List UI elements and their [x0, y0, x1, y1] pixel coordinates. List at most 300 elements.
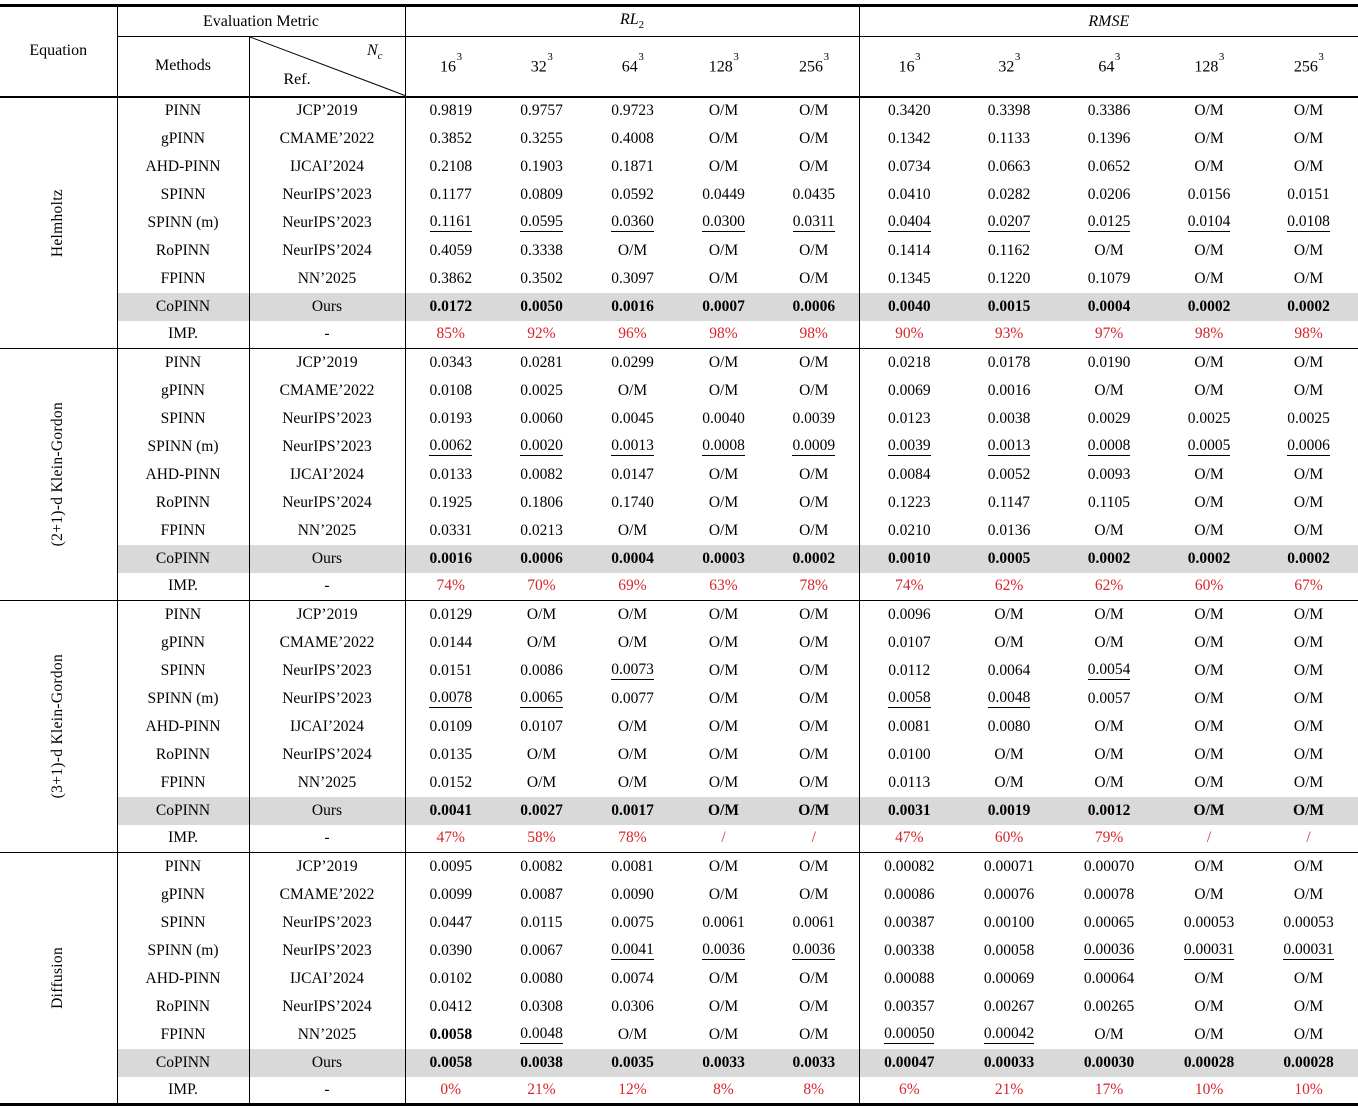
value-cell: 0.0065	[520, 689, 563, 707]
value-cell: 78%	[769, 573, 859, 601]
value-cell: 0.1161	[429, 213, 472, 231]
value-cell: 0.0193	[429, 409, 473, 427]
equation-cell	[0, 97, 117, 349]
value-cell: 0.0281	[520, 353, 563, 371]
ref-cell: -	[249, 321, 405, 349]
value-cell: 0.0218	[887, 353, 931, 371]
value-cell: 0.0412	[429, 997, 473, 1015]
table-row	[0, 433, 1358, 461]
value-cell: 0.0009	[769, 433, 859, 461]
value-cell: 0.0048	[987, 689, 1031, 707]
value-cell: 0.0025	[1287, 409, 1330, 427]
value-cell: 0.0080	[987, 717, 1031, 735]
ref-cell: JCP’2019	[249, 853, 405, 881]
method-cell: PINN	[117, 601, 249, 629]
value-cell: 0.0007	[678, 293, 769, 321]
value-cell: 60%	[994, 829, 1024, 847]
value-cell: 0.00050	[884, 1025, 935, 1043]
col-header-rmse-256: $256^3$	[1293, 51, 1324, 76]
table-row	[0, 937, 1358, 965]
value-cell: 98%	[1194, 325, 1224, 343]
value-cell: 0.0054	[1087, 661, 1131, 679]
ref-cell: Ours	[249, 545, 405, 573]
table-row	[0, 265, 1358, 293]
value-cell: 0.0447	[429, 913, 473, 931]
value-cell: 0.00086	[884, 885, 935, 903]
value-cell: 0.3386	[1087, 102, 1131, 119]
value-cell: O/M	[1194, 661, 1224, 679]
table-row	[0, 965, 1358, 993]
method-cell: FPINN	[117, 517, 249, 545]
ref-cell: NeurIPS’2023	[249, 937, 405, 965]
method-cell: SPINN	[117, 657, 249, 685]
value-cell: O/M	[1194, 773, 1224, 791]
value-cell: 0.0077	[611, 689, 654, 707]
value-cell: 0.00265	[1083, 997, 1135, 1015]
value-cell: 97%	[1094, 325, 1124, 343]
value-cell: O/M	[1293, 157, 1324, 175]
value-cell: 0.0109	[429, 717, 473, 735]
value-cell: 0.0002	[769, 545, 859, 573]
ref-cell: JCP’2019	[249, 601, 405, 629]
value-cell: 0.0035	[587, 1049, 678, 1077]
value-cell: 0.0113	[888, 773, 931, 791]
value-cell: O/M	[708, 129, 739, 147]
ref-cell: NN’2025	[249, 265, 405, 293]
value-cell: O/M	[1293, 493, 1324, 511]
value-cell: 0.0031	[859, 797, 959, 825]
value-cell: O/M	[1194, 689, 1224, 707]
value-cell: 0.0002	[1159, 545, 1259, 573]
value-cell: 0.1162	[988, 241, 1031, 259]
value-cell: 0.0058	[887, 689, 931, 707]
value-cell: 0.1220	[987, 269, 1031, 287]
value-cell: 0.1740	[611, 493, 654, 511]
value-cell: O/M	[769, 97, 859, 125]
value-cell: 0.1396	[1087, 129, 1131, 147]
value-cell: 0.0008	[1087, 437, 1131, 455]
method-cell: IMP.	[117, 321, 249, 349]
value-cell: O/M	[1194, 633, 1224, 651]
value-cell: 0.0300	[702, 213, 745, 231]
ref-cell: CMAME’2022	[249, 629, 405, 657]
value-cell: 0.0016	[587, 293, 678, 321]
value-cell: 0.0033	[678, 1049, 769, 1077]
value-cell: 0.1903	[520, 157, 563, 175]
value-cell: 0.0343	[429, 353, 473, 371]
value-cell: 0.0125	[1087, 213, 1131, 231]
value-cell: O/M	[769, 517, 859, 545]
value-cell: O/M	[769, 769, 859, 797]
value-cell: 0.00078	[1083, 885, 1135, 903]
value-cell: 0.0003	[678, 545, 769, 573]
value-cell: 0.1133	[988, 129, 1031, 147]
ref-cell: NeurIPS’2024	[249, 993, 405, 1021]
value-cell: 0.0104	[1187, 213, 1231, 231]
method-cell: CoPINN	[117, 545, 249, 573]
value-cell: 0.00267	[983, 997, 1035, 1015]
value-cell: 62%	[994, 577, 1024, 595]
equation-label: Diffusion	[49, 947, 67, 1009]
section-klein-gordon-3plus1d	[0, 601, 1358, 853]
value-cell: 0.0040	[859, 293, 959, 321]
value-cell: 0.0027	[496, 797, 587, 825]
value-cell: 0.0410	[887, 185, 931, 203]
table-header	[0, 6, 1358, 97]
value-cell: O/M	[1194, 857, 1224, 875]
ref-cell: IJCAI’2024	[249, 153, 405, 181]
table-row	[0, 825, 1358, 853]
equation-column-header: Equation	[0, 6, 117, 97]
ref-cell: NN’2025	[249, 1021, 405, 1049]
table-row	[0, 209, 1358, 237]
table-row	[0, 153, 1358, 181]
col-header-rl2-16: $16^3$	[440, 51, 462, 76]
table-row	[0, 713, 1358, 741]
col-header-rl2-32: $32^3$	[530, 51, 553, 76]
method-cell: PINN	[117, 97, 249, 125]
value-cell: O/M	[708, 633, 739, 651]
table-row	[0, 797, 1358, 825]
method-cell: AHD-PINN	[117, 461, 249, 489]
value-cell: 0.0004	[1059, 293, 1159, 321]
value-cell: O/M	[769, 685, 859, 713]
value-cell: 0.0080	[520, 969, 563, 987]
value-cell: 0.0006	[769, 293, 859, 321]
method-cell: SPINN (m)	[117, 937, 249, 965]
value-cell: 0.00042	[983, 1025, 1035, 1043]
table-row	[0, 601, 1358, 629]
value-cell: 70%	[527, 577, 556, 595]
table-row	[0, 741, 1358, 769]
value-cell: 0.0008	[702, 437, 745, 455]
value-cell: 0.1925	[429, 493, 473, 511]
value-cell: 0.0061	[769, 909, 859, 937]
value-cell: 0.0095	[429, 857, 473, 875]
table-row	[0, 629, 1358, 657]
value-cell: 0.0129	[429, 605, 473, 623]
value-cell: 96%	[618, 325, 647, 343]
value-cell: 0.0005	[1187, 437, 1231, 455]
ref-cell: -	[249, 825, 405, 853]
value-cell: 0.0147	[611, 465, 654, 483]
value-cell: 0.0082	[520, 465, 563, 483]
value-cell: 0.0029	[1087, 409, 1131, 427]
value-cell: 0.0086	[520, 661, 563, 679]
value-cell: 0.0038	[496, 1049, 587, 1077]
value-cell: 0.0133	[429, 465, 473, 483]
value-cell: O/M	[1194, 997, 1224, 1015]
value-cell: 0.00076	[983, 885, 1035, 903]
value-cell: O/M	[1259, 797, 1358, 825]
value-cell: 0.00065	[1083, 913, 1135, 931]
value-cell: O/M	[678, 797, 769, 825]
value-cell: O/M	[1293, 857, 1324, 875]
method-cell: SPINN	[117, 405, 249, 433]
value-cell: O/M	[708, 661, 739, 679]
table-row	[0, 545, 1358, 573]
value-cell: 0.4008	[611, 129, 654, 147]
value-cell: 0.0062	[429, 437, 473, 455]
ref-cell: NeurIPS’2023	[249, 181, 405, 209]
value-cell: 0.00028	[1259, 1049, 1358, 1077]
value-cell: 0.0045	[611, 409, 654, 427]
value-cell: 0.0019	[959, 797, 1059, 825]
value-cell: O/M	[708, 605, 739, 623]
value-cell: 0.0017	[587, 797, 678, 825]
value-cell: 0.0040	[702, 409, 745, 427]
ref-cell: IJCAI’2024	[249, 461, 405, 489]
value-cell: O/M	[769, 377, 859, 405]
method-cell: SPINN (m)	[117, 209, 249, 237]
value-cell: 0.0112	[888, 661, 931, 679]
value-cell: O/M	[708, 381, 739, 399]
value-cell: O/M	[1293, 605, 1324, 623]
value-cell: 0.0005	[959, 545, 1059, 573]
equation-label: (2+1)-d Klein-Gordon	[49, 402, 67, 547]
value-cell: 0.0207	[987, 213, 1031, 231]
table-row	[0, 881, 1358, 909]
ref-cell: Ours	[249, 797, 405, 825]
ref-cell: NeurIPS’2024	[249, 489, 405, 517]
value-cell: 0.0020	[520, 437, 563, 455]
value-cell: 0.0663	[987, 157, 1031, 175]
value-cell: 8%	[769, 1077, 859, 1105]
value-cell: O/M	[1194, 745, 1224, 763]
table-row	[0, 405, 1358, 433]
value-cell: 0.0206	[1087, 185, 1131, 203]
value-cell: 0.0058	[429, 1025, 473, 1043]
table-row	[0, 657, 1358, 685]
value-cell: 0.00338	[884, 941, 935, 959]
value-cell: 0.0025	[520, 381, 563, 399]
value-cell: 63%	[709, 577, 738, 595]
table-row	[0, 349, 1358, 377]
value-cell: 0.0096	[887, 605, 931, 623]
value-cell: 0.00028	[1159, 1049, 1259, 1077]
table-row	[0, 1077, 1358, 1105]
value-cell: 0.0102	[429, 969, 473, 987]
value-cell: 0.00036	[1083, 941, 1135, 959]
method-cell: IMP.	[117, 573, 249, 601]
value-cell: O/M	[708, 353, 739, 371]
value-cell: 0.0006	[1287, 437, 1330, 455]
value-cell: O/M	[617, 521, 648, 539]
value-cell: O/M	[1094, 381, 1124, 399]
nc-ref-diagonal-header	[249, 37, 405, 97]
value-cell: 74%	[895, 577, 924, 595]
ref-cell: NeurIPS’2024	[249, 237, 405, 265]
ref-cell: CMAME’2022	[249, 125, 405, 153]
ref-cell: -	[249, 1077, 405, 1105]
value-cell: 0.0006	[496, 545, 587, 573]
value-cell: O/M	[769, 797, 859, 825]
value-cell: 0.0115	[520, 913, 563, 931]
table-row	[0, 321, 1358, 349]
value-cell: 0.1079	[1087, 269, 1131, 287]
value-cell: O/M	[1159, 797, 1259, 825]
value-cell: O/M	[1094, 605, 1124, 623]
value-cell: 0.0081	[887, 717, 931, 735]
value-cell: 0.1806	[520, 493, 563, 511]
value-cell: 0.0449	[702, 185, 745, 203]
value-cell: O/M	[617, 1025, 648, 1043]
value-cell: O/M	[617, 773, 648, 791]
value-cell: O/M	[708, 689, 739, 707]
value-cell: O/M	[617, 633, 648, 651]
value-cell: 0.0592	[611, 185, 654, 203]
methods-column-header: Methods	[117, 37, 249, 97]
value-cell: 0.0734	[887, 157, 931, 175]
value-cell: O/M	[769, 993, 859, 1021]
value-cell: 0.0172	[405, 293, 496, 321]
table-row	[0, 1021, 1358, 1049]
value-cell: 0.0360	[611, 213, 654, 231]
value-cell: 0.3420	[887, 102, 931, 119]
value-cell: 90%	[895, 325, 924, 343]
value-cell: 0.0210	[887, 521, 931, 539]
value-cell: O/M	[617, 241, 648, 259]
ref-cell: NN’2025	[249, 517, 405, 545]
value-cell: O/M	[769, 657, 859, 685]
equation-cell	[0, 853, 117, 1105]
value-cell: 0.00071	[983, 857, 1035, 875]
value-cell: O/M	[1194, 269, 1224, 287]
col-header-rmse-64: $64^3$	[1098, 51, 1121, 76]
table-row	[0, 517, 1358, 545]
value-cell: O/M	[1094, 773, 1124, 791]
value-cell: 0.0050	[496, 293, 587, 321]
value-cell: O/M	[1293, 717, 1324, 735]
ref-cell: NN’2025	[249, 769, 405, 797]
ref-cell: IJCAI’2024	[249, 713, 405, 741]
value-cell: 69%	[618, 577, 647, 595]
value-cell: 0.00058	[983, 941, 1035, 959]
value-cell: O/M	[526, 773, 557, 791]
value-cell: 17%	[1094, 1080, 1124, 1098]
table-row	[0, 685, 1358, 713]
value-cell: 0.0390	[429, 941, 473, 959]
value-cell: 0.0064	[987, 661, 1031, 679]
value-cell: O/M	[1293, 129, 1324, 147]
method-cell: CoPINN	[117, 293, 249, 321]
ref-cell: -	[249, 573, 405, 601]
ref-cell: Ours	[249, 293, 405, 321]
value-cell: O/M	[1194, 465, 1224, 483]
value-cell: 0.0073	[611, 661, 654, 679]
value-cell: 58%	[527, 829, 556, 847]
value-cell: 0.0107	[520, 717, 563, 735]
value-cell: O/M	[708, 745, 739, 763]
value-cell: 0.0152	[429, 773, 473, 791]
value-cell: 0.3852	[429, 129, 473, 147]
value-cell: O/M	[1094, 633, 1124, 651]
value-cell: 0.00070	[1083, 857, 1135, 875]
rl2-metric-header: $RL_2$	[405, 6, 859, 37]
value-cell: 0.0809	[520, 185, 563, 203]
value-cell: 0.1177	[429, 185, 472, 203]
value-cell: 0.0404	[887, 213, 931, 231]
value-cell: O/M	[1094, 1025, 1124, 1043]
value-cell: O/M	[708, 493, 739, 511]
value-cell: O/M	[769, 741, 859, 769]
value-cell: O/M	[1293, 465, 1324, 483]
table-row	[0, 909, 1358, 937]
value-cell: O/M	[769, 601, 859, 629]
method-cell: AHD-PINN	[117, 713, 249, 741]
value-cell: 0.00082	[884, 857, 935, 875]
value-cell: 0.9819	[429, 102, 473, 119]
value-cell: O/M	[1293, 661, 1324, 679]
value-cell: 0.0015	[959, 293, 1059, 321]
value-cell: O/M	[769, 881, 859, 909]
value-cell: 0.0099	[429, 885, 473, 903]
value-cell: 0.0087	[520, 885, 563, 903]
ref-cell: IJCAI’2024	[249, 965, 405, 993]
value-cell: 62%	[1094, 577, 1124, 595]
value-cell: 0.0151	[429, 661, 473, 679]
value-cell: 74%	[436, 577, 465, 595]
value-cell: 8%	[713, 1080, 734, 1098]
value-cell: 12%	[618, 1080, 647, 1098]
method-cell: SPINN (m)	[117, 685, 249, 713]
value-cell: O/M	[1194, 241, 1224, 259]
value-cell: 0.0039	[769, 405, 859, 433]
table-row	[0, 853, 1358, 881]
value-cell: 0.0039	[887, 437, 931, 455]
method-cell: PINN	[117, 349, 249, 377]
value-cell: 0.00069	[983, 969, 1035, 987]
value-cell: O/M	[1194, 521, 1224, 539]
evaluation-metric-header: Evaluation Metric	[117, 6, 405, 37]
value-cell: O/M	[1094, 241, 1124, 259]
value-cell: 0.0108	[1287, 213, 1330, 231]
value-cell: 0.00031	[1283, 941, 1334, 959]
value-cell: 0.1871	[611, 157, 654, 175]
value-cell: 0.1414	[887, 241, 931, 259]
value-cell: 0.3862	[429, 269, 473, 287]
value-cell: 10%	[1194, 1080, 1224, 1098]
value-cell: O/M	[1194, 717, 1224, 735]
value-cell: O/M	[708, 857, 739, 875]
value-cell: 0.3097	[611, 269, 654, 287]
value-cell: O/M	[617, 605, 648, 623]
equation-cell	[0, 349, 117, 601]
value-cell: O/M	[708, 269, 739, 287]
value-cell: O/M	[769, 965, 859, 993]
value-cell: O/M	[1293, 689, 1324, 707]
col-header-rl2-256: $256^3$	[769, 37, 859, 97]
value-cell: O/M	[769, 1021, 859, 1049]
col-header-rl2-128: $128^3$	[708, 51, 739, 76]
value-cell: O/M	[1194, 885, 1224, 903]
value-cell: O/M	[708, 241, 739, 259]
table-row	[0, 237, 1358, 265]
value-cell: O/M	[769, 153, 859, 181]
ref-label: Ref.	[283, 70, 311, 88]
table-row	[0, 125, 1358, 153]
value-cell: O/M	[1293, 241, 1324, 259]
value-cell: O/M	[708, 465, 739, 483]
value-cell: 0.0010	[859, 545, 959, 573]
value-cell: O/M	[1194, 157, 1224, 175]
ref-cell: CMAME’2022	[249, 881, 405, 909]
value-cell: 0.0002	[1059, 545, 1159, 573]
value-cell: O/M	[1194, 381, 1224, 399]
method-cell: RoPINN	[117, 237, 249, 265]
value-cell: 0.0306	[611, 997, 654, 1015]
value-cell: O/M	[769, 489, 859, 517]
